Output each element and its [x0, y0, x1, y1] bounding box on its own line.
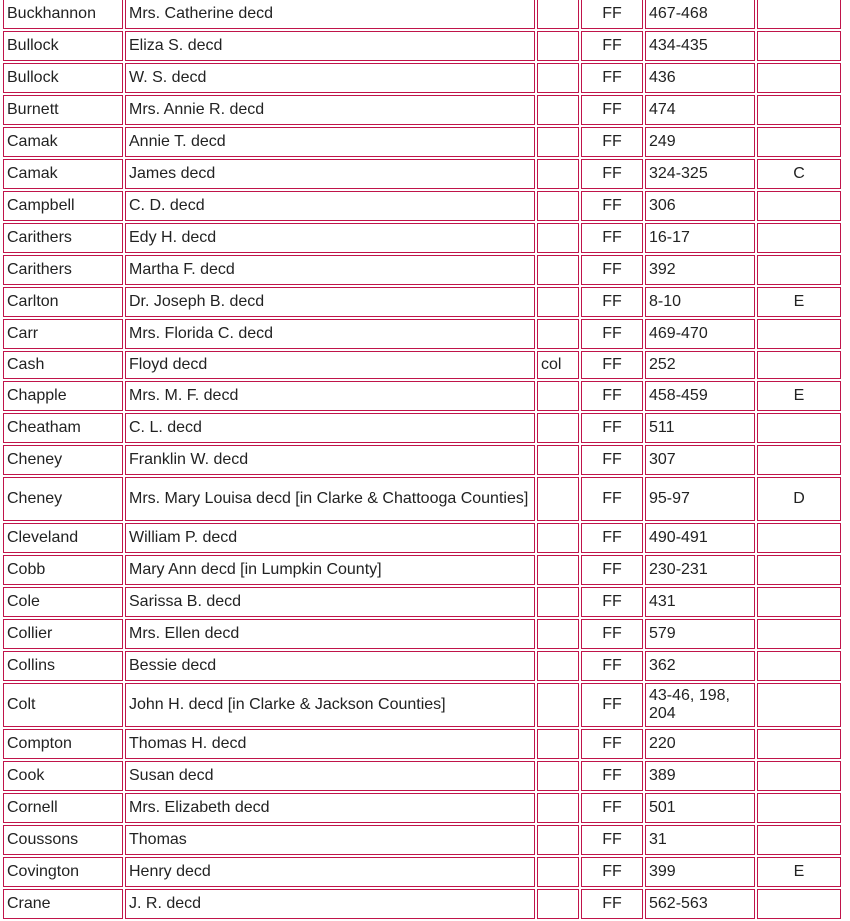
type-cell: FF — [581, 729, 643, 759]
pages-cell: 362 — [645, 651, 755, 681]
name-cell: C. L. decd — [125, 413, 535, 443]
name-cell: Mrs. Elizabeth decd — [125, 793, 535, 823]
table-row — [3, 159, 841, 189]
ref-cell — [757, 825, 841, 855]
table-row — [3, 477, 841, 521]
note-cell — [537, 683, 579, 727]
pages-cell: 467-468 — [645, 0, 755, 29]
records-table — [1, 0, 843, 921]
type-cell: FF — [581, 287, 643, 317]
name-cell: Mrs. Mary Louisa decd [in Clarke & Chattooga Counties] — [125, 477, 535, 521]
table-row — [3, 889, 841, 919]
name-cell: Thomas — [125, 825, 535, 855]
note-cell — [537, 523, 579, 553]
pages-cell: 399 — [645, 857, 755, 887]
table-row — [3, 729, 841, 759]
ref-cell — [757, 63, 841, 93]
note-cell — [537, 889, 579, 919]
table-row — [3, 351, 841, 379]
surname-cell: Buckhannon — [3, 0, 123, 29]
pages-cell: 307 — [645, 445, 755, 475]
note-cell — [537, 287, 579, 317]
note-cell: col — [537, 351, 579, 379]
surname-cell: Cash — [3, 351, 123, 379]
pages-cell: 458-459 — [645, 381, 755, 411]
table-row — [3, 319, 841, 349]
ref-cell: E — [757, 287, 841, 317]
pages-cell: 501 — [645, 793, 755, 823]
type-cell: FF — [581, 825, 643, 855]
surname-cell: Chapple — [3, 381, 123, 411]
table-row — [3, 683, 841, 727]
note-cell — [537, 587, 579, 617]
surname-cell: Cheatham — [3, 413, 123, 443]
name-cell: Mary Ann decd [in Lumpkin County] — [125, 555, 535, 585]
ref-cell — [757, 729, 841, 759]
ref-cell — [757, 555, 841, 585]
pages-cell: 579 — [645, 619, 755, 649]
note-cell — [537, 761, 579, 791]
ref-cell — [757, 683, 841, 727]
name-cell: Mrs. Catherine decd — [125, 0, 535, 29]
surname-cell: Crane — [3, 889, 123, 919]
pages-cell: 436 — [645, 63, 755, 93]
surname-cell: Cheney — [3, 445, 123, 475]
type-cell: FF — [581, 889, 643, 919]
name-cell: Franklin W. decd — [125, 445, 535, 475]
ref-cell — [757, 255, 841, 285]
surname-cell: Cheney — [3, 477, 123, 521]
pages-cell: 511 — [645, 413, 755, 443]
name-cell: William P. decd — [125, 523, 535, 553]
ref-cell — [757, 523, 841, 553]
ref-cell — [757, 889, 841, 919]
surname-cell: Compton — [3, 729, 123, 759]
table-row — [3, 555, 841, 585]
ref-cell — [757, 95, 841, 125]
type-cell: FF — [581, 477, 643, 521]
name-cell: Mrs. Florida C. decd — [125, 319, 535, 349]
table-row — [3, 95, 841, 125]
type-cell: FF — [581, 351, 643, 379]
name-cell: Susan decd — [125, 761, 535, 791]
note-cell — [537, 477, 579, 521]
ref-cell — [757, 319, 841, 349]
type-cell: FF — [581, 223, 643, 253]
pages-cell: 252 — [645, 351, 755, 379]
surname-cell: Bullock — [3, 31, 123, 61]
ref-cell: E — [757, 381, 841, 411]
table-row — [3, 31, 841, 61]
table-row — [3, 793, 841, 823]
name-cell: J. R. decd — [125, 889, 535, 919]
name-cell: Mrs. Annie R. decd — [125, 95, 535, 125]
table-row — [3, 63, 841, 93]
note-cell — [537, 255, 579, 285]
ref-cell — [757, 587, 841, 617]
surname-cell: Camak — [3, 127, 123, 157]
surname-cell: Collins — [3, 651, 123, 681]
table-row — [3, 651, 841, 681]
name-cell: Annie T. decd — [125, 127, 535, 157]
type-cell: FF — [581, 0, 643, 29]
ref-cell — [757, 793, 841, 823]
pages-cell: 230-231 — [645, 555, 755, 585]
ref-cell: E — [757, 857, 841, 887]
note-cell — [537, 825, 579, 855]
surname-cell: Carithers — [3, 255, 123, 285]
table-row — [3, 619, 841, 649]
type-cell: FF — [581, 793, 643, 823]
pages-cell: 434-435 — [645, 31, 755, 61]
pages-cell: 562-563 — [645, 889, 755, 919]
pages-cell: 389 — [645, 761, 755, 791]
pages-cell: 490-491 — [645, 523, 755, 553]
name-cell: Floyd decd — [125, 351, 535, 379]
note-cell — [537, 413, 579, 443]
table-row — [3, 223, 841, 253]
ref-cell: D — [757, 477, 841, 521]
type-cell: FF — [581, 319, 643, 349]
note-cell — [537, 63, 579, 93]
table-row — [3, 825, 841, 855]
note-cell — [537, 191, 579, 221]
table-row — [3, 191, 841, 221]
name-cell: Henry decd — [125, 857, 535, 887]
ref-cell — [757, 445, 841, 475]
surname-cell: Cobb — [3, 555, 123, 585]
ref-cell — [757, 0, 841, 29]
pages-cell: 95-97 — [645, 477, 755, 521]
surname-cell: Burnett — [3, 95, 123, 125]
note-cell — [537, 651, 579, 681]
note-cell — [537, 729, 579, 759]
type-cell: FF — [581, 445, 643, 475]
surname-cell: Carlton — [3, 287, 123, 317]
surname-cell: Cook — [3, 761, 123, 791]
pages-cell: 8-10 — [645, 287, 755, 317]
note-cell — [537, 319, 579, 349]
ref-cell — [757, 351, 841, 379]
table-row — [3, 413, 841, 443]
name-cell: Sarissa B. decd — [125, 587, 535, 617]
ref-cell — [757, 31, 841, 61]
type-cell: FF — [581, 191, 643, 221]
surname-cell: Colt — [3, 683, 123, 727]
type-cell: FF — [581, 619, 643, 649]
table-row — [3, 523, 841, 553]
pages-cell: 431 — [645, 587, 755, 617]
table-row — [3, 127, 841, 157]
note-cell — [537, 381, 579, 411]
note-cell — [537, 95, 579, 125]
name-cell: W. S. decd — [125, 63, 535, 93]
surname-cell: Cole — [3, 587, 123, 617]
type-cell: FF — [581, 523, 643, 553]
pages-cell: 474 — [645, 95, 755, 125]
surname-cell: Camak — [3, 159, 123, 189]
type-cell: FF — [581, 95, 643, 125]
note-cell — [537, 857, 579, 887]
table-row — [3, 857, 841, 887]
type-cell: FF — [581, 555, 643, 585]
type-cell: FF — [581, 31, 643, 61]
name-cell: Dr. Joseph B. decd — [125, 287, 535, 317]
table-row — [3, 0, 841, 29]
surname-cell: Cornell — [3, 793, 123, 823]
type-cell: FF — [581, 255, 643, 285]
note-cell — [537, 127, 579, 157]
name-cell: C. D. decd — [125, 191, 535, 221]
table-row — [3, 761, 841, 791]
type-cell: FF — [581, 381, 643, 411]
ref-cell — [757, 223, 841, 253]
pages-cell: 249 — [645, 127, 755, 157]
pages-cell: 324-325 — [645, 159, 755, 189]
pages-cell: 392 — [645, 255, 755, 285]
type-cell: FF — [581, 159, 643, 189]
type-cell: FF — [581, 651, 643, 681]
type-cell: FF — [581, 857, 643, 887]
name-cell: Edy H. decd — [125, 223, 535, 253]
name-cell: Mrs. M. F. decd — [125, 381, 535, 411]
table-row — [3, 287, 841, 317]
note-cell — [537, 619, 579, 649]
type-cell: FF — [581, 683, 643, 727]
type-cell: FF — [581, 413, 643, 443]
ref-cell — [757, 619, 841, 649]
type-cell: FF — [581, 63, 643, 93]
note-cell — [537, 555, 579, 585]
ref-cell — [757, 761, 841, 791]
pages-cell: 31 — [645, 825, 755, 855]
pages-cell: 220 — [645, 729, 755, 759]
table-row — [3, 381, 841, 411]
note-cell — [537, 0, 579, 29]
table-row — [3, 445, 841, 475]
ref-cell — [757, 651, 841, 681]
type-cell: FF — [581, 127, 643, 157]
table-row — [3, 255, 841, 285]
ref-cell: C — [757, 159, 841, 189]
pages-cell: 43-46, 198, 204 — [645, 683, 755, 727]
name-cell: Bessie decd — [125, 651, 535, 681]
surname-cell: Bullock — [3, 63, 123, 93]
note-cell — [537, 793, 579, 823]
surname-cell: Coussons — [3, 825, 123, 855]
name-cell: Martha F. decd — [125, 255, 535, 285]
ref-cell — [757, 413, 841, 443]
surname-cell: Covington — [3, 857, 123, 887]
pages-cell: 306 — [645, 191, 755, 221]
note-cell — [537, 445, 579, 475]
ref-cell — [757, 191, 841, 221]
surname-cell: Campbell — [3, 191, 123, 221]
name-cell: James decd — [125, 159, 535, 189]
surname-cell: Collier — [3, 619, 123, 649]
surname-cell: Carithers — [3, 223, 123, 253]
type-cell: FF — [581, 761, 643, 791]
pages-cell: 469-470 — [645, 319, 755, 349]
name-cell: Thomas H. decd — [125, 729, 535, 759]
name-cell: Mrs. Ellen decd — [125, 619, 535, 649]
name-cell: John H. decd [in Clarke & Jackson Counties] — [125, 683, 535, 727]
type-cell: FF — [581, 587, 643, 617]
ref-cell — [757, 127, 841, 157]
pages-cell: 16-17 — [645, 223, 755, 253]
note-cell — [537, 223, 579, 253]
table-row — [3, 587, 841, 617]
surname-cell: Cleveland — [3, 523, 123, 553]
name-cell: Eliza S. decd — [125, 31, 535, 61]
note-cell — [537, 31, 579, 61]
note-cell — [537, 159, 579, 189]
surname-cell: Carr — [3, 319, 123, 349]
